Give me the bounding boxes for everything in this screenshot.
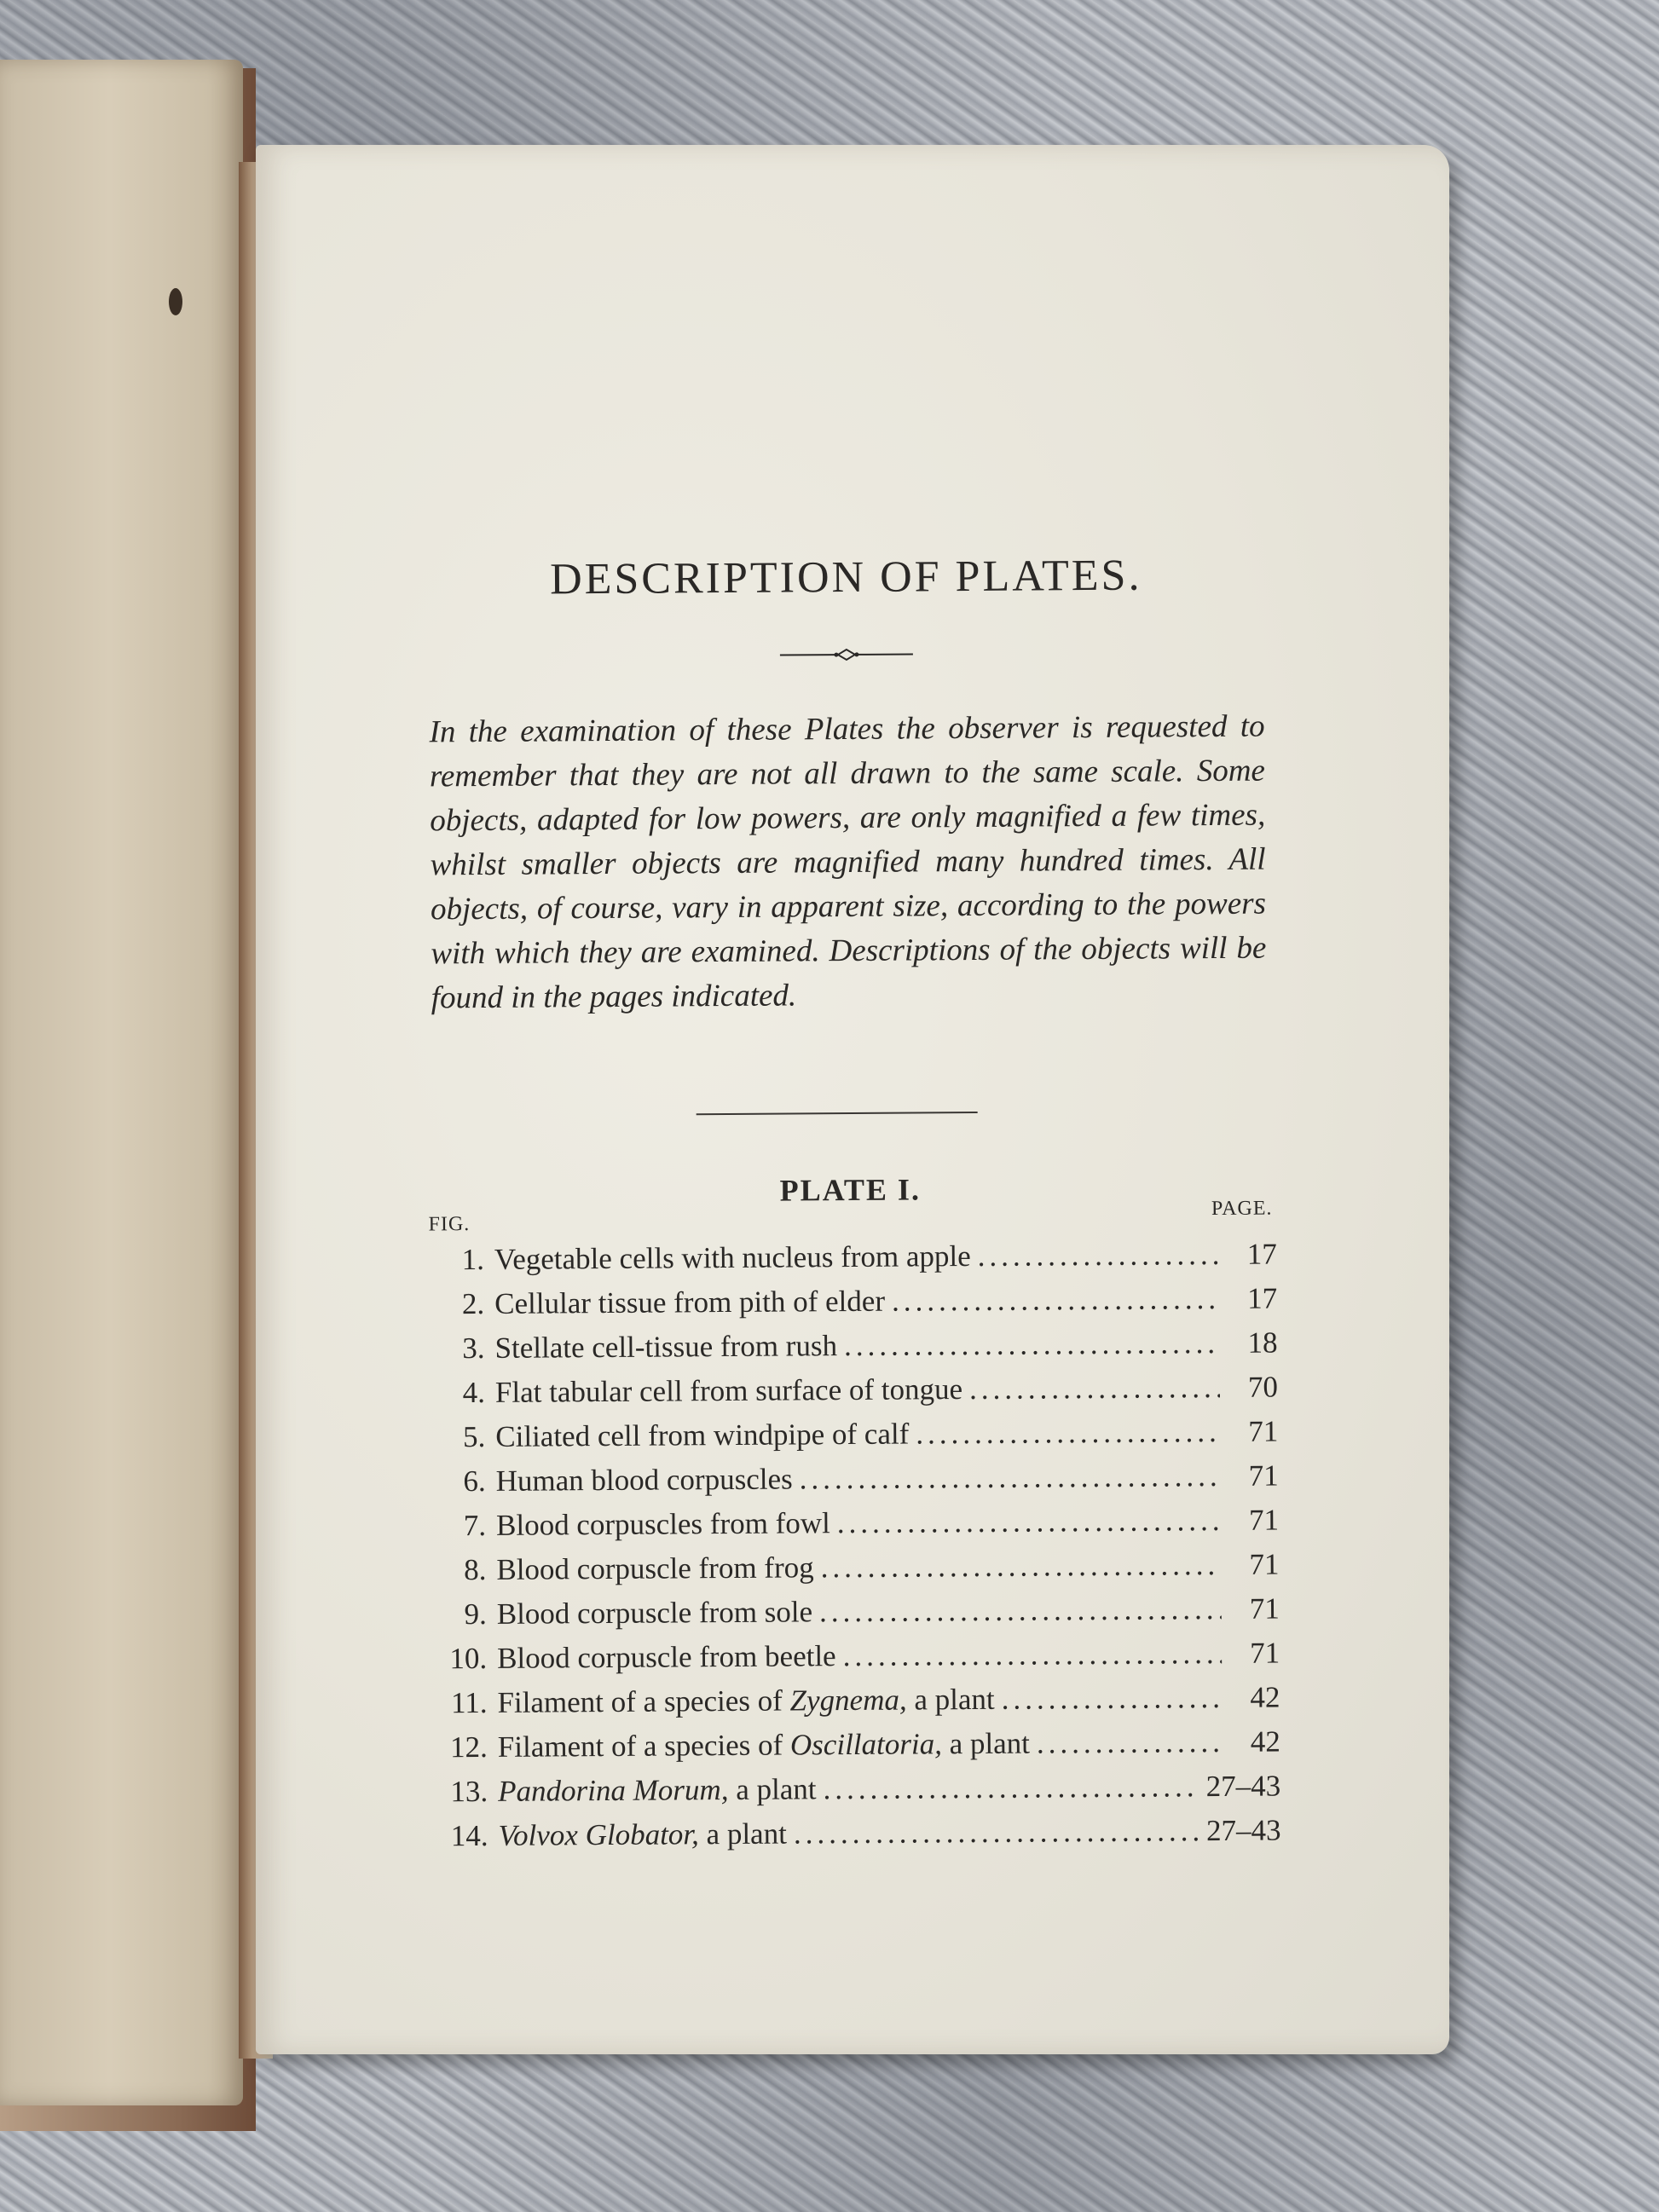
entry-page-number: 71 [1248,1414,1279,1448]
plate-entry [427,1591,1280,1642]
ornament-divider-icon [778,645,915,663]
entry-page-number: 27–43 [1205,1769,1281,1804]
entry-text-suffix: a plant [941,1726,1031,1761]
entry-page-number: 18 [1247,1325,1278,1360]
entry-number: 5. [462,1419,486,1454]
entry-description [495,1372,962,1410]
plate-entry [425,1281,1277,1331]
dot-leader [892,1282,1219,1319]
plate-entry [428,1813,1280,1863]
entry-page-number: 42 [1250,1680,1280,1714]
entry-page-number: 71 [1248,1503,1280,1537]
plate-entry [425,1370,1278,1420]
entry-description [494,1285,885,1321]
dot-leader [842,1637,1222,1673]
dot-leader [821,1548,1222,1585]
right-page [256,145,1449,2054]
entry-page-number: 17 [1246,1237,1277,1271]
dot-leader [837,1504,1222,1540]
entry-number: 4. [462,1375,486,1410]
page-content [417,142,1283,2058]
entry-description [494,1239,971,1277]
entry-description [496,1462,793,1498]
entry-page-number: 71 [1248,1458,1279,1493]
plate-entry [427,1636,1280,1686]
entry-page-number: 17 [1247,1281,1278,1315]
plate-entry [428,1769,1280,1819]
dot-leader [969,1371,1220,1406]
entry-page-number: 42 [1250,1724,1280,1759]
dot-leader [978,1238,1219,1273]
entry-description [497,1595,813,1632]
entry-text: Blood corpuscles from fowl [495,1506,830,1542]
entry-text: Blood corpuscle from sole [496,1595,813,1631]
entry-text: Flat tabular cell from surface of tongue [494,1372,963,1409]
entry-text: Human blood corpuscles [495,1462,793,1498]
entry-text: Blood corpuscle from beetle [496,1639,836,1675]
entry-page-number: 27–43 [1205,1813,1281,1848]
dot-leader [794,1814,1199,1851]
entry-text: Stellate cell-tissue from rush [494,1329,838,1365]
entry-page-number: 71 [1249,1591,1280,1626]
section-divider [697,1112,978,1115]
entry-text-suffix: a plant [906,1682,995,1717]
entry-italic-name: Oscillatoria, [789,1727,943,1762]
entry-number: 14. [450,1818,488,1853]
plate-heading: PLATE I. [779,1172,922,1208]
entry-description [496,1551,814,1587]
entry-italic-name: Volvox Globator, [498,1817,699,1852]
dot-leader [1037,1725,1223,1761]
entry-number: 2. [461,1286,485,1321]
entry-description [496,1506,830,1543]
entry-description [498,1817,787,1853]
plate-entry [426,1503,1279,1553]
entry-text: Filament of a species of [497,1728,791,1764]
entry-number: 7. [463,1508,487,1543]
dot-leader [819,1592,1222,1629]
column-header-page: PAGE. [1211,1197,1273,1221]
entry-page-number: 71 [1249,1636,1280,1670]
entry-description [498,1772,817,1809]
intro-paragraph: In the examination of these Plates the observer is requested to remember that they are not all drawn to the same scale. Some objects, adapted for low powers, are only magnified a few times, whilst smaller objects are magnified many hundred times. All objects, of course, vary in apparent size, according to the powers with which they are examined. Descriptions of the objects will be found in the pages indicated. [429,708,1267,1016]
plate-entry [426,1458,1279,1509]
entry-number: 9. [464,1597,487,1632]
entry-description [495,1418,909,1454]
plate-entry [427,1680,1280,1730]
entry-number: 11. [450,1685,488,1720]
entry-description [497,1639,836,1676]
dot-leader [823,1770,1199,1806]
entry-italic-name: Pandorina Morum, [498,1773,729,1808]
entry-text-suffix: a plant [728,1772,817,1807]
dot-leader [916,1415,1220,1451]
plate-entry [425,1237,1277,1287]
entry-text-suffix: a plant [698,1816,788,1851]
entry-number: 6. [463,1464,486,1499]
entry-text: Blood corpuscle from frog [496,1551,814,1586]
entry-number: 8. [464,1552,487,1587]
left-page [0,60,243,2105]
entry-number: 13. [450,1774,488,1809]
entry-text: Vegetable cells with nucleus from apple [494,1239,971,1276]
dot-leader [844,1326,1220,1363]
entry-page-number: 71 [1249,1547,1280,1581]
entry-text: Ciliated cell from windpipe of calf [495,1417,910,1453]
entry-number: 10. [449,1641,488,1676]
plate-entry-list [425,1237,1281,1863]
page-title: DESCRIPTION OF PLATES. [549,551,1142,604]
plate-entry [425,1414,1278,1464]
dot-leader [800,1459,1221,1496]
dot-leader [1002,1681,1223,1717]
plate-entry [426,1547,1279,1597]
entry-italic-name: Zygnema, [789,1683,907,1718]
entry-description [497,1683,994,1720]
column-header-fig: FIG. [428,1213,471,1236]
entry-description [494,1329,837,1366]
entry-text: Filament of a species of [497,1684,790,1719]
entry-page-number: 70 [1247,1370,1279,1404]
entry-number: 3. [462,1331,485,1366]
plate-entry [425,1325,1277,1376]
plate-entry [428,1724,1280,1775]
entry-description [498,1727,1030,1764]
ink-blot [169,288,182,315]
entry-text: Cellular tissue from pith of elder [494,1284,886,1320]
entry-number: 12. [449,1730,488,1764]
entry-number: 1. [461,1242,484,1277]
